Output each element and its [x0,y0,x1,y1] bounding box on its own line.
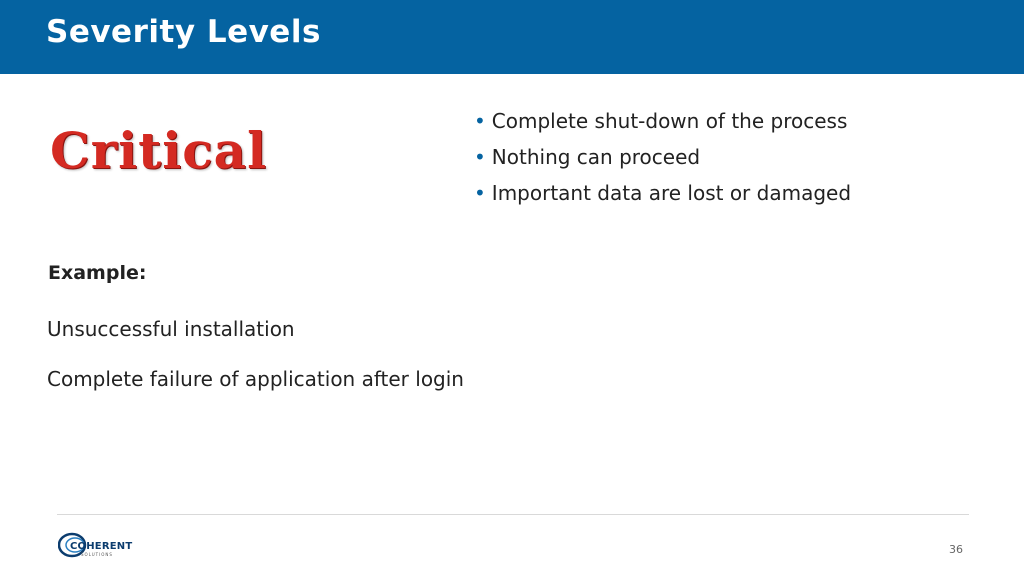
bullet-item: • Important data are lost or damaged [474,181,852,205]
title-bar [0,0,1024,74]
slide-title: Severity Levels [46,14,321,50]
example-label: Example: [48,262,147,284]
bullet-item: • Complete shut-down of the process [474,109,848,133]
bullet-icon: • [474,181,486,205]
critical-wordart: Critical [50,121,268,180]
logo-name: COHERENT [70,541,133,552]
bullet-icon: • [474,109,486,133]
footer-divider [57,514,969,515]
bullet-icon: • [474,145,486,169]
example-item: Complete failure of application after login [47,367,464,391]
logo-subtitle: SOLUTIONS [81,552,113,557]
bullet-item: • Nothing can proceed [474,145,701,169]
page-number: 36 [949,543,963,556]
bullet-list [474,103,851,211]
example-item: Unsuccessful installation [47,317,295,341]
